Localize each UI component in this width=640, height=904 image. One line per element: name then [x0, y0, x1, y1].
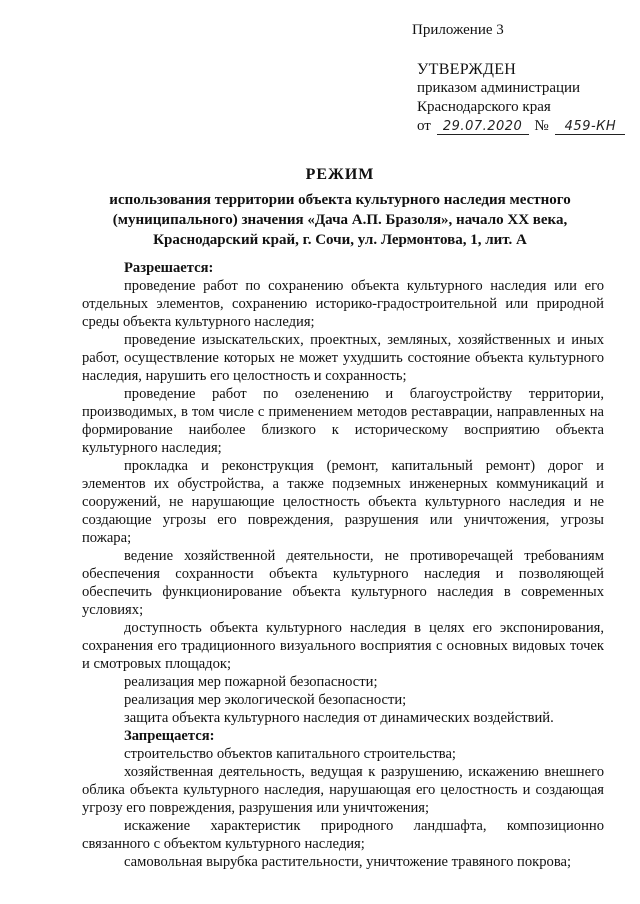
allowed-item: ведение хозяйственной деятельности, не противоречащей требованиям обеспечения сохранности объекта культурного наследия и позволяющей обеспечить функционирование объекта культурного наследия в современных условиях; [82, 548, 604, 618]
approval-date-number-row [417, 117, 625, 136]
allowed-header: Разрешается: [124, 260, 214, 276]
from-label: от [417, 118, 431, 134]
allowed-item: проведение работ по озеленению и благоустройству территории, производимых, в том числе с применением методов реставрации, направленных на формирование наиболее близкого к историческому восприятию объекта культурного наследия; [82, 386, 604, 456]
approved-label: УТВЕРЖДЕН [417, 61, 517, 78]
handwritten-number: 459-КН [555, 120, 625, 135]
allowed-item: защита объекта культурного наследия от динамических воздействий. [124, 710, 554, 726]
allowed-item: прокладка и реконструкция (ремонт, капитальный ремонт) дорог и элементов их обустройства, а также подземных инженерных коммуникаций и сооружений, не нарушающие целостность объекта культурного наследия и не создающие угрозы его повреждения, разрушения или уничтожения, угрозы пожара; [82, 458, 604, 546]
title-heading: РЕЖИМ [305, 166, 375, 183]
forbidden-header: Запрещается: [124, 728, 215, 744]
number-label: № [534, 118, 549, 134]
forbidden-item: самовольная вырубка растительности, уничтожение травяного покрова; [124, 854, 572, 870]
allowed-item: реализация мер экологической безопасности; [124, 692, 407, 708]
approval-block [417, 60, 625, 136]
approval-line-1: приказом администрации [417, 80, 581, 96]
document-title [80, 166, 600, 250]
approval-line-2: Краснодарского края [417, 99, 551, 115]
allowed-item: проведение изыскательских, проектных, земляных, хозяйственных и иных работ, осуществление которых не может ухудшить состояние объекта культурного наследия, нарушить его целостность и сохранность; [82, 332, 604, 384]
handwritten-date: 29.07.2020 [437, 120, 529, 135]
forbidden-item: хозяйственная деятельность, ведущая к разрушению, искажению внешнего облика объекта культурного наследия, нарушающая его целостность и создающая угрозу его повреждения, разрушения или уничтожения; [82, 764, 604, 816]
document-body [82, 259, 604, 871]
allowed-item: доступность объекта культурного наследия в целях его экспонирования, сохранения его традиционного визуального восприятия с основных видовых точек и смотровых площадок; [82, 620, 604, 672]
forbidden-item: искажение характеристик природного ландшафта, композиционно связанного с объектом культурного наследия; [82, 818, 604, 852]
appendix-label: Приложение 3 [412, 22, 504, 38]
allowed-item: реализация мер пожарной безопасности; [124, 674, 378, 690]
title-subtitle: использования территории объекта культурного наследия местного (муниципального) значения «Дача А.П. Бразоля», начало XX века, Краснодарский край, г. Сочи, ул. Лермонтова, 1, лит. А [109, 192, 571, 248]
forbidden-item: строительство объектов капитального строительства; [124, 746, 456, 762]
allowed-item: проведение работ по сохранению объекта культурного наследия или его отдельных элементов, сохранению историко-градостроительной или природной среды объекта культурного наследия; [82, 278, 604, 330]
